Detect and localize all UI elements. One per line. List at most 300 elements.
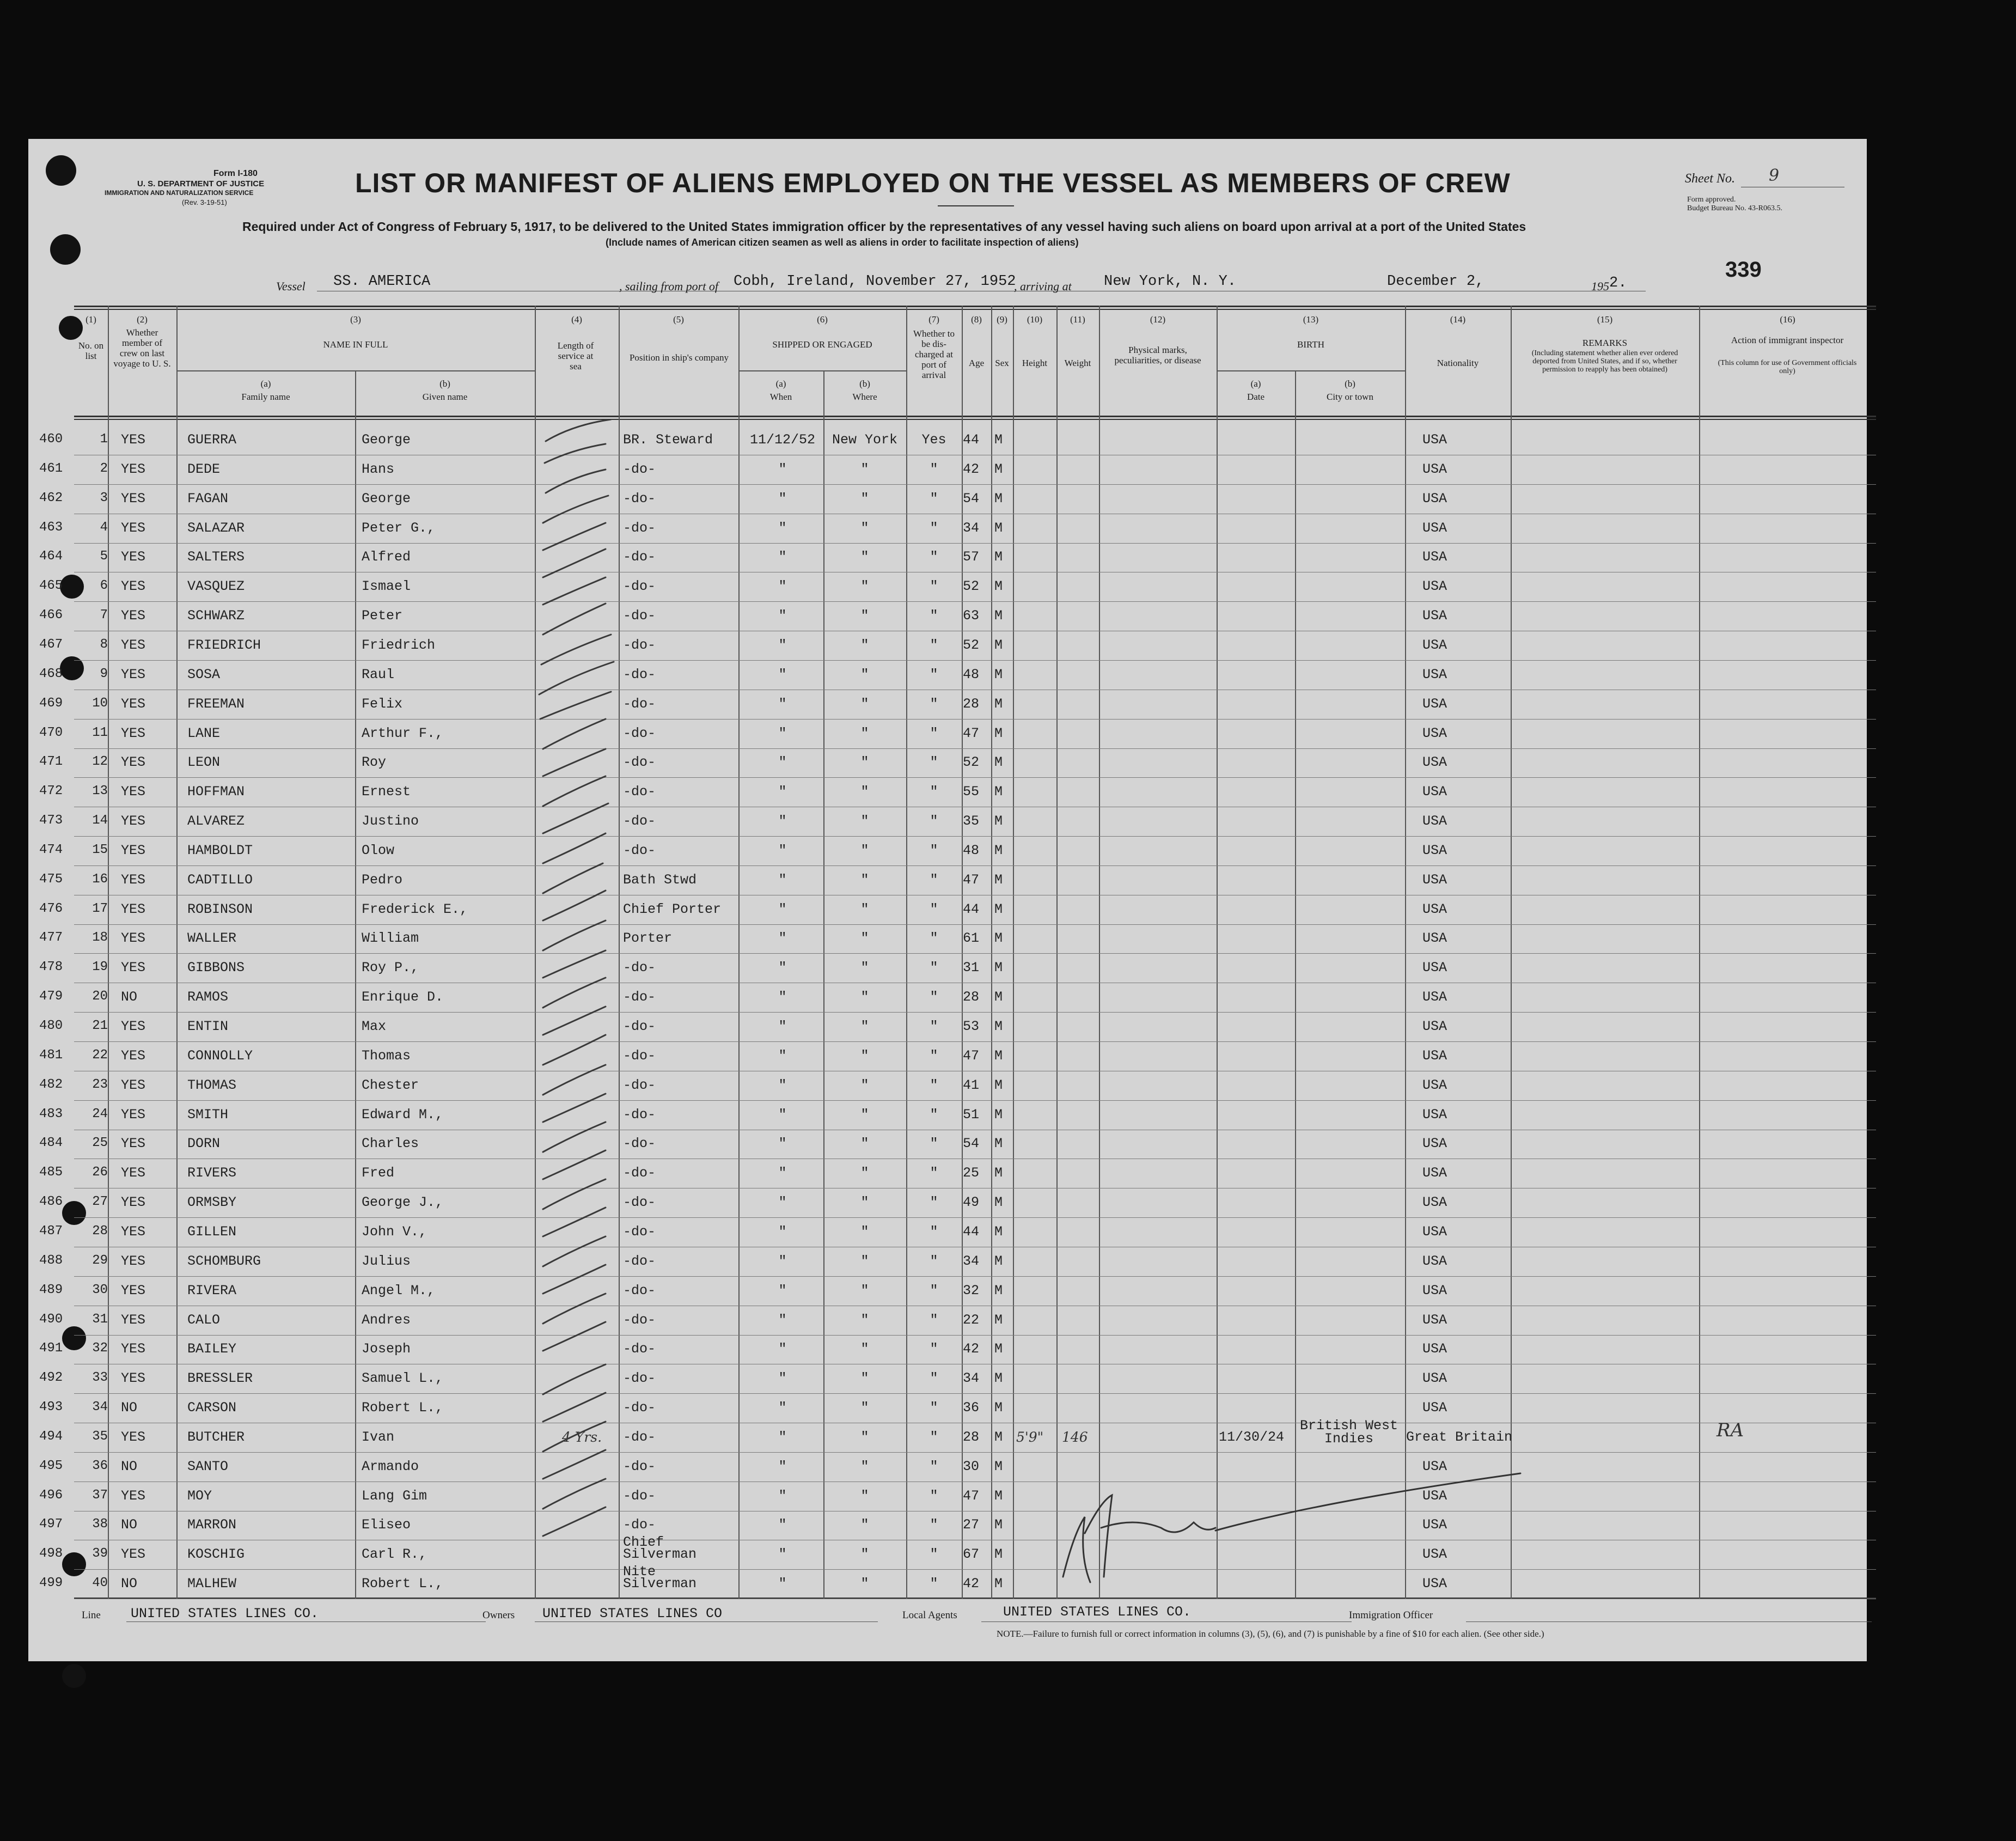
- col3a-label: Family name: [241, 392, 290, 402]
- cell-age: 28: [963, 989, 980, 1005]
- cell-where: ": [860, 813, 869, 830]
- cell-when: ": [778, 1047, 787, 1064]
- cell-where: ": [860, 1546, 869, 1563]
- cell-when: ": [778, 842, 787, 858]
- col13b-num: (b): [1345, 379, 1355, 389]
- cell-given: Raul: [362, 666, 395, 682]
- cell-seq: 488: [39, 1253, 63, 1268]
- cell-sex: M: [994, 871, 1003, 888]
- col6b-label: Where: [852, 392, 877, 402]
- col5-num: (5): [673, 314, 684, 325]
- cell-age: 28: [963, 1429, 980, 1445]
- row-rule: [74, 719, 1876, 720]
- cell-age: 54: [963, 490, 980, 507]
- cell-when: ": [778, 520, 787, 536]
- row-rule: [74, 484, 1876, 485]
- cell-family: SCHWARZ: [187, 608, 245, 624]
- cell-position: -do-: [623, 578, 656, 595]
- cell-given: Justino: [362, 813, 419, 830]
- cell-when: ": [778, 1400, 787, 1416]
- cell-nat: USA: [1422, 1400, 1447, 1416]
- cell-given: John V.,: [362, 1223, 427, 1240]
- cell-disch: ": [930, 784, 938, 800]
- cell-no: 5: [100, 549, 108, 564]
- cell-disch: ": [930, 1370, 938, 1387]
- col13a-label: Date: [1247, 392, 1265, 402]
- cell-age: 27: [963, 1517, 980, 1533]
- cell-nat: USA: [1422, 842, 1447, 858]
- cell-given: Max: [362, 1019, 387, 1034]
- col1-num: (1): [85, 314, 96, 325]
- cell-last: YES: [121, 1019, 146, 1034]
- cell-disch: ": [930, 1312, 938, 1328]
- cell-age: 63: [963, 608, 980, 624]
- cell-nat: USA: [1422, 784, 1447, 800]
- cell-family: MOY: [187, 1488, 212, 1504]
- cell-age: 28: [963, 696, 980, 712]
- cell-where: ": [860, 754, 869, 771]
- cell-age: 57: [963, 549, 980, 565]
- cell-age: 49: [963, 1194, 980, 1211]
- row-rule: [74, 1100, 1876, 1101]
- cell-last: YES: [121, 1106, 146, 1123]
- revision: (Rev. 3-19-51): [182, 198, 227, 206]
- cell-age: 44: [963, 432, 980, 448]
- cell-disch: ": [930, 637, 938, 653]
- cell-no: 26: [92, 1165, 108, 1180]
- cell-nat: USA: [1422, 1047, 1447, 1064]
- cell-sex: M: [994, 1341, 1003, 1357]
- cell-seq: 461: [39, 461, 63, 476]
- cell-position: -do-: [623, 520, 656, 536]
- cell-where: ": [860, 1341, 869, 1357]
- cell-sex: M: [994, 1223, 1003, 1240]
- form-number: Form I-180: [213, 169, 258, 178]
- cell-position: -do-: [623, 1223, 656, 1240]
- year-suffix: 2.: [1609, 275, 1627, 291]
- cell-age: 31: [963, 960, 980, 976]
- cell-last: NO: [121, 989, 138, 1005]
- col6a-label: When: [769, 392, 792, 402]
- cell-seq: 483: [39, 1106, 63, 1121]
- cell-when: 11/12/52: [749, 432, 816, 448]
- cell-sex: M: [994, 1458, 1003, 1474]
- row-rule: [74, 1276, 1876, 1277]
- cell-age: 52: [963, 754, 980, 771]
- cell-given: Charles: [362, 1136, 419, 1152]
- cell-given: Pedro: [362, 871, 403, 888]
- cell-nat: USA: [1422, 1194, 1447, 1211]
- cell-when: ": [778, 1253, 787, 1269]
- cell-nat: USA: [1422, 989, 1447, 1005]
- cell-given: Carl R.,: [362, 1546, 427, 1563]
- cell-age: 35: [963, 813, 980, 830]
- cell-family: ENTIN: [187, 1019, 229, 1034]
- cell-when: ": [778, 1019, 787, 1034]
- col-rule: [355, 370, 356, 1599]
- cell-last: YES: [121, 1312, 146, 1328]
- col6-label: SHIPPED OR ENGAGED: [772, 339, 872, 350]
- cell-no: 8: [100, 637, 108, 652]
- cell-no: 10: [92, 696, 108, 711]
- cell-nat: USA: [1422, 960, 1447, 976]
- cell-family: FAGAN: [187, 490, 229, 507]
- sailing-port: Cobh, Ireland, November 27, 1952: [734, 273, 1016, 290]
- col-rule: [1217, 306, 1218, 1599]
- col12-label: Physical marks, peculiarities, or disease: [1114, 345, 1201, 365]
- cell-nat: USA: [1422, 1341, 1447, 1357]
- cell-nat: USA: [1422, 930, 1447, 947]
- cell-sex: M: [994, 1429, 1003, 1445]
- cell-sex: M: [994, 930, 1003, 947]
- cell-last: YES: [121, 696, 146, 712]
- cell-position: -do-: [623, 1253, 656, 1269]
- cell-seq: 477: [39, 930, 63, 946]
- cell-sex: M: [994, 960, 1003, 976]
- cell-service: 4 Yrs.: [562, 1429, 602, 1445]
- row-rule: [74, 1217, 1876, 1218]
- col10-label: Height: [1022, 358, 1048, 368]
- cell-last: YES: [121, 520, 146, 536]
- cell-given: George J.,: [362, 1194, 444, 1211]
- cell-nat: USA: [1422, 666, 1447, 682]
- cell-last: NO: [121, 1576, 138, 1592]
- row-rule: [74, 836, 1876, 837]
- cell-sex: M: [994, 1136, 1003, 1152]
- cell-sex: M: [994, 1077, 1003, 1093]
- cell-given: Friedrich: [362, 637, 436, 653]
- cell-given: Roy: [362, 754, 387, 771]
- cell-position: -do-: [623, 842, 656, 858]
- cell-family: GUERRA: [187, 432, 237, 448]
- cell-seq: 495: [39, 1458, 63, 1473]
- cell-age: 42: [963, 1341, 980, 1357]
- col5-label: Position in ship's company: [629, 352, 729, 363]
- cell-sex: M: [994, 1488, 1003, 1504]
- cell-nat: USA: [1422, 1136, 1447, 1152]
- sheet-label: Sheet No.: [1685, 172, 1735, 186]
- cell-family: GIBBONS: [187, 960, 245, 976]
- cell-no: 24: [92, 1106, 108, 1121]
- cell-last: YES: [121, 666, 146, 682]
- col2-label: Whether member of crew on last voyage to U. S.: [113, 327, 171, 369]
- cell-age: 25: [963, 1165, 980, 1181]
- cell-when: ": [778, 1429, 787, 1445]
- cell-given: Enrique D.: [362, 989, 444, 1005]
- cell-disch: ": [930, 490, 938, 507]
- cell-nat: USA: [1422, 813, 1447, 830]
- cell-disch: ": [930, 1400, 938, 1416]
- cell-given: Arthur F.,: [362, 725, 444, 741]
- cell-disch: ": [930, 1106, 938, 1123]
- cell-given: Ivan: [362, 1429, 395, 1445]
- form-approved: Form approved.: [1687, 196, 1736, 204]
- col6-num: (6): [817, 314, 828, 325]
- cell-sex: M: [994, 1282, 1003, 1299]
- cell-seq: 478: [39, 960, 63, 975]
- cell-given: Eliseo: [362, 1517, 411, 1533]
- cell-seq: 480: [39, 1019, 63, 1033]
- cell-when: ": [778, 1546, 787, 1563]
- cell-when: ": [778, 461, 787, 477]
- cell-nat: USA: [1422, 901, 1447, 917]
- owners-label: Owners: [482, 1610, 515, 1621]
- cell-seq: 470: [39, 725, 63, 740]
- cell-sex: M: [994, 1400, 1003, 1416]
- page-stamp: 339: [1725, 258, 1762, 282]
- service: IMMIGRATION AND NATURALIZATION SERVICE: [105, 189, 254, 197]
- cell-seq: 463: [39, 520, 63, 535]
- cell-position: -do-: [623, 490, 656, 507]
- col-rule: [176, 306, 178, 1599]
- sub-rule-shipped: [738, 370, 906, 371]
- year-prefix: 195: [1591, 279, 1609, 293]
- cell-when: ": [778, 637, 787, 653]
- cell-family: BRESSLER: [187, 1370, 253, 1387]
- cell-no: 22: [92, 1047, 108, 1063]
- col16-sub: (This column for use of Government officials only): [1718, 359, 1857, 375]
- cell-when: ": [778, 901, 787, 917]
- row-rule: [74, 1452, 1876, 1453]
- cell-seq: 479: [39, 989, 63, 1004]
- cell-last: NO: [121, 1458, 138, 1474]
- cell-where: ": [860, 1488, 869, 1504]
- cell-nat: USA: [1422, 461, 1447, 477]
- cell-when: ": [778, 1223, 787, 1240]
- cell-seq: 499: [39, 1576, 63, 1591]
- cell-when: ": [778, 784, 787, 800]
- cell-no: 30: [92, 1282, 108, 1297]
- row-rule: [74, 865, 1876, 866]
- cell-age: 47: [963, 1488, 980, 1504]
- cell-last: YES: [121, 461, 146, 477]
- cell-last: YES: [121, 1194, 146, 1211]
- cell-when: ": [778, 490, 787, 507]
- cell-disch: ": [930, 1517, 938, 1533]
- cell-given: Olow: [362, 842, 395, 858]
- cell-age: 48: [963, 842, 980, 858]
- cell-disch: ": [930, 1488, 938, 1504]
- cell-nat: USA: [1422, 1312, 1447, 1328]
- cell-disch: ": [930, 1546, 938, 1563]
- manifest-page: [28, 139, 1867, 1661]
- cell-age: 34: [963, 1253, 980, 1269]
- cell-position: -do-: [623, 1341, 656, 1357]
- arrival-date: December 2,: [1387, 273, 1484, 290]
- cell-when: ": [778, 725, 787, 741]
- cell-seq: 489: [39, 1282, 63, 1297]
- cell-given: Andres: [362, 1312, 411, 1328]
- cell-seq: 498: [39, 1546, 63, 1562]
- cell-position: -do-: [623, 1517, 656, 1533]
- cell-when: ": [778, 1165, 787, 1181]
- header-bottom-rule-2: [74, 419, 1876, 420]
- cell-family: CARSON: [187, 1400, 237, 1416]
- cell-seq: 482: [39, 1077, 63, 1092]
- cell-disch: ": [930, 608, 938, 624]
- cell-last: YES: [121, 901, 146, 917]
- cell-where: ": [860, 1517, 869, 1533]
- cell-sex: M: [994, 1370, 1003, 1387]
- row-rule: [74, 924, 1876, 925]
- cell-disch: ": [930, 578, 938, 595]
- col7-label: Whether to be dis-charged at port of arrival: [913, 328, 955, 380]
- cell-bcity: British West Indies: [1299, 1417, 1398, 1447]
- cell-nat: USA: [1422, 1282, 1447, 1299]
- cell-where: ": [860, 1370, 869, 1387]
- cell-where: ": [860, 989, 869, 1005]
- cell-family: GILLEN: [187, 1223, 237, 1240]
- cell-disch: ": [930, 1165, 938, 1181]
- cell-disch: ": [930, 1077, 938, 1093]
- cell-where: ": [860, 1136, 869, 1152]
- line-label: Line: [82, 1610, 101, 1621]
- header-bottom-rule: [74, 416, 1876, 417]
- cell-seq: 497: [39, 1517, 63, 1532]
- cell-given: Hans: [362, 461, 395, 477]
- cell-no: 4: [100, 520, 108, 535]
- cell-nat: USA: [1422, 490, 1447, 507]
- cell-position: Bath Stwd: [623, 871, 697, 888]
- cell-position: -do-: [623, 608, 656, 624]
- cell-where: ": [860, 1429, 869, 1445]
- cell-seq: 468: [39, 666, 63, 681]
- cell-seq: 492: [39, 1370, 63, 1386]
- row-rule: [74, 601, 1876, 602]
- table-top-rule: [74, 306, 1876, 307]
- cell-no: 11: [92, 725, 108, 740]
- cell-last: YES: [121, 1165, 146, 1181]
- cell-nat: USA: [1422, 1546, 1447, 1563]
- arriving-port: New York, N. Y.: [1104, 273, 1237, 290]
- cell-given: Peter G.,: [362, 520, 436, 536]
- cell-sex: M: [994, 1517, 1003, 1533]
- cell-disch: ": [930, 1223, 938, 1240]
- cell-no: 32: [92, 1341, 108, 1356]
- cell-weight: 146: [1062, 1429, 1088, 1445]
- cell-when: ": [778, 1194, 787, 1211]
- cell-position: -do-: [623, 1077, 656, 1093]
- vessel-name: SS. AMERICA: [333, 273, 431, 290]
- vessel-label: Vessel: [276, 279, 306, 293]
- cell-given: Robert L.,: [362, 1576, 444, 1592]
- cell-when: ": [778, 1282, 787, 1299]
- col6b-num: (b): [859, 379, 870, 389]
- cell-last: YES: [121, 1136, 146, 1152]
- cell-when: ": [778, 1517, 787, 1533]
- cell-where: ": [860, 1223, 869, 1240]
- cell-position: -do-: [623, 1047, 656, 1064]
- cell-where: ": [860, 696, 869, 712]
- col2-num: (2): [137, 314, 148, 325]
- cell-seq: 469: [39, 696, 63, 711]
- budget-bureau: Budget Bureau No. 43-R063.5.: [1687, 204, 1782, 212]
- service-strokes: [535, 419, 622, 1599]
- cell-last: YES: [121, 784, 146, 800]
- cell-where: ": [860, 1019, 869, 1034]
- cell-last: YES: [121, 1047, 146, 1064]
- cell-seq: 464: [39, 549, 63, 564]
- cell-seq: 481: [39, 1047, 63, 1063]
- cell-sex: M: [994, 1165, 1003, 1181]
- cell-no: 21: [92, 1019, 108, 1033]
- cell-position: -do-: [623, 1136, 656, 1152]
- cell-family: ALVAREZ: [187, 813, 245, 830]
- cell-disch: ": [930, 1136, 938, 1152]
- cell-sex: M: [994, 754, 1003, 771]
- cell-no: 34: [92, 1400, 108, 1415]
- cell-position: -do-: [623, 1400, 656, 1416]
- cell-where: ": [860, 1165, 869, 1181]
- line-value: UNITED STATES LINES CO.: [131, 1606, 319, 1621]
- cell-seq: 486: [39, 1194, 63, 1210]
- row-rule: [74, 1569, 1876, 1570]
- cell-sex: M: [994, 608, 1003, 624]
- cell-age: 42: [963, 1576, 980, 1592]
- cell-last: YES: [121, 842, 146, 858]
- cell-given: Chester: [362, 1077, 419, 1093]
- cell-when: ": [778, 1312, 787, 1328]
- punch-hole: [62, 1664, 86, 1688]
- cell-sex: M: [994, 1576, 1003, 1592]
- cell-when: ": [778, 1576, 787, 1592]
- cell-nat: USA: [1422, 1576, 1447, 1592]
- cell-position: -do-: [623, 1282, 656, 1299]
- signature-scribble: [1052, 1468, 1542, 1599]
- cell-age: 51: [963, 1106, 980, 1123]
- cell-where: ": [860, 1282, 869, 1299]
- cell-last: YES: [121, 871, 146, 888]
- cell-position: Nite Silverman: [623, 1564, 697, 1592]
- officer-rule: [1466, 1621, 1872, 1622]
- row-rule: [74, 1041, 1876, 1042]
- cell-when: ": [778, 578, 787, 595]
- col-rule: [1405, 306, 1406, 1599]
- cell-no: 27: [92, 1194, 108, 1210]
- cell-last: YES: [121, 1282, 146, 1299]
- col-rule: [1295, 370, 1296, 1599]
- col-rule: [1099, 306, 1100, 1599]
- punch-hole: [50, 234, 81, 265]
- cell-sex: M: [994, 1253, 1003, 1269]
- cell-family: SOSA: [187, 666, 221, 682]
- col4-num: (4): [571, 314, 582, 325]
- cell-where: ": [860, 960, 869, 976]
- cell-family: CONNOLLY: [187, 1047, 253, 1064]
- cell-seq: 487: [39, 1223, 63, 1239]
- cell-disch: ": [930, 549, 938, 565]
- cell-seq: 462: [39, 490, 63, 505]
- cell-family: CADTILLO: [187, 871, 253, 888]
- cell-seq: 485: [39, 1165, 63, 1180]
- cell-nat: USA: [1422, 1165, 1447, 1181]
- cell-last: YES: [121, 960, 146, 976]
- cell-sex: M: [994, 666, 1003, 682]
- cell-family: ORMSBY: [187, 1194, 237, 1211]
- cell-where: ": [860, 842, 869, 858]
- owners-rule: [535, 1621, 878, 1622]
- cell-last: YES: [121, 608, 146, 624]
- row-rule: [74, 1335, 1876, 1336]
- cell-no: 7: [100, 608, 108, 623]
- cell-no: 20: [92, 989, 108, 1004]
- cell-no: 16: [92, 871, 108, 887]
- cell-disch: ": [930, 813, 938, 830]
- col16-num: (16): [1780, 314, 1795, 325]
- col13-num: (13): [1303, 314, 1319, 325]
- cell-last: YES: [121, 1341, 146, 1357]
- cell-when: ": [778, 989, 787, 1005]
